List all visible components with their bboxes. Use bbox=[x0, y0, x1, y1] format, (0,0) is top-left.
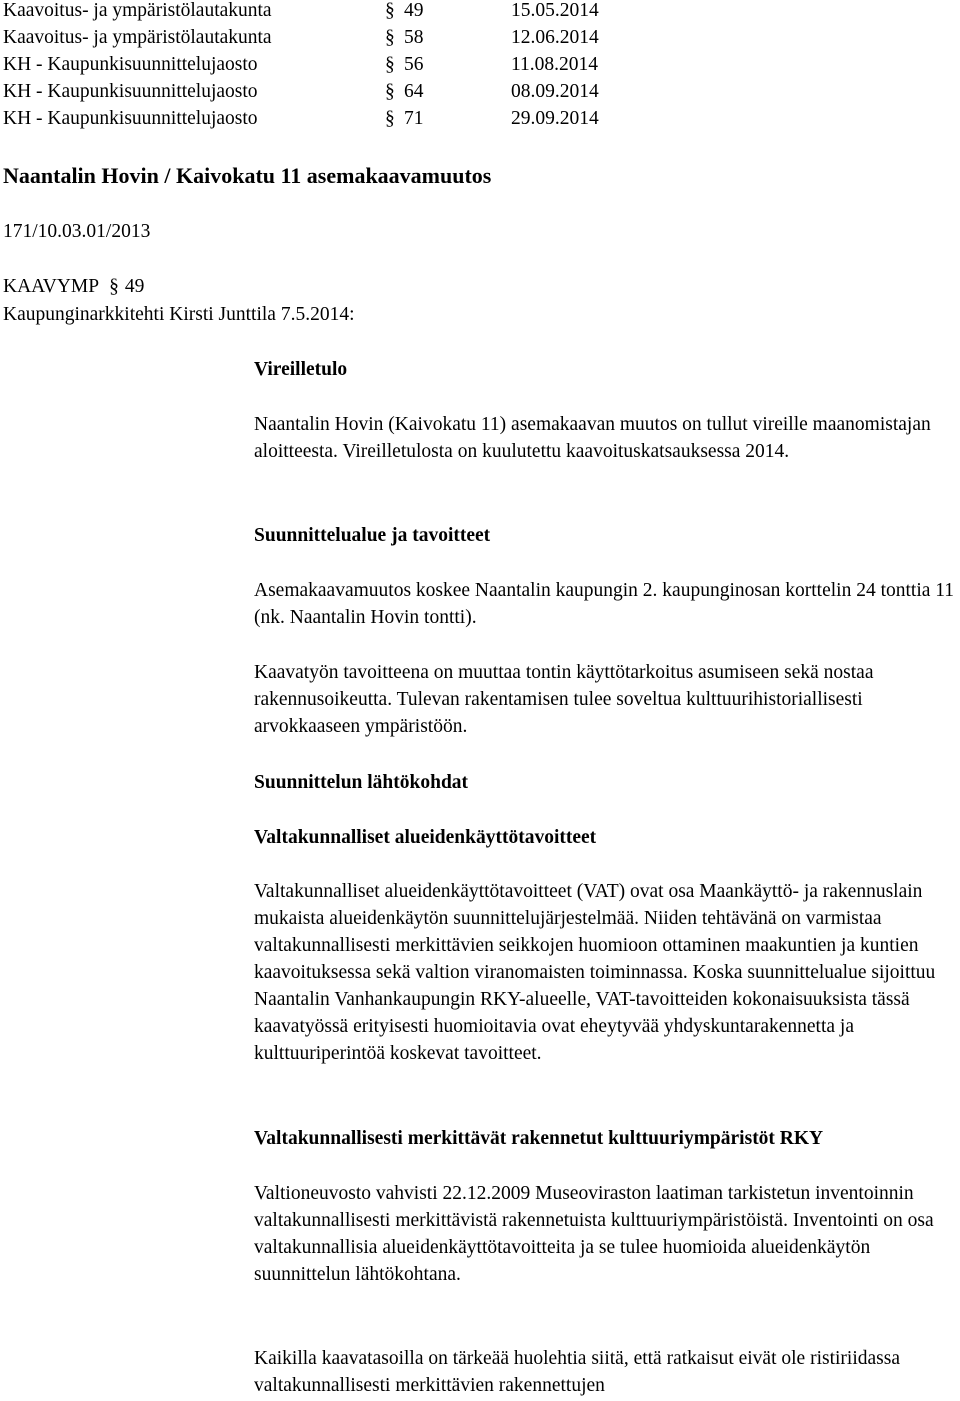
reference-label: KAAVYMP bbox=[3, 276, 100, 297]
history-body: KH - Kaupunkisuunnittelujaosto bbox=[3, 81, 258, 102]
history-date: 11.08.2014 bbox=[511, 54, 599, 75]
section-sign: § bbox=[385, 81, 395, 102]
history-number: 71 bbox=[404, 108, 424, 129]
reference-number: 49 bbox=[124, 276, 145, 297]
section-sign: § bbox=[385, 108, 395, 129]
section-heading: Vireilletulo bbox=[254, 359, 348, 380]
paragraph: Asemakaavamuutos koskee Naantalin kaupungin 2. kaupunginosan korttelin 24 tonttia 11 (nk. Naantalin Hovin tontti). bbox=[254, 580, 955, 628]
paragraph: Kaavatyön tavoitteena on muuttaa tontin käyttötarkoitus asumiseen sekä nostaa rakennusoikeutta. Tulevan rakentamisen tulee soveltua kulttuurihistoriallisesti arvokkaaseen ympäristöön. bbox=[254, 662, 874, 737]
paragraph: Kaikilla kaavatasoilla on tärkeää huolehtia siitä, että ratkaisut eivät ole ristiriidassa valtakunnallisesti merkittävien rakennettujen bbox=[254, 1348, 900, 1396]
history-body: Kaavoitus- ja ympäristölautakunta bbox=[3, 27, 272, 48]
section-sign: § bbox=[385, 54, 395, 75]
section-heading: Suunnittelualue ja tavoitteet bbox=[254, 525, 491, 546]
history-date: 29.09.2014 bbox=[511, 108, 599, 129]
history-body: KH - Kaupunkisuunnittelujaosto bbox=[3, 108, 258, 129]
paragraph: Valtioneuvosto vahvisti 22.12.2009 Museoviraston laatiman tarkistetun inventoinnin valtakunnallisesti merkittävistä rakennetuista kulttuuriympäristöistä. Inventointi on osa valtakunnallisia alueidenkäyttötavoitteita ja se tulee huomioida alueidenkäytön suunnittelun lähtökohtana. bbox=[254, 1183, 934, 1285]
section-heading: Suunnittelun lähtökohdat bbox=[254, 772, 469, 793]
history-body: Kaavoitus- ja ympäristölautakunta bbox=[3, 0, 272, 21]
history-date: 08.09.2014 bbox=[511, 81, 599, 102]
section-sign: § bbox=[109, 276, 119, 297]
section-sign: § bbox=[385, 27, 395, 48]
document-title: Naantalin Hovin / Kaivokatu 11 asemakaavamuutos bbox=[3, 163, 492, 188]
author-line: Kaupunginarkkitehti Kirsti Junttila 7.5.2014: bbox=[3, 304, 355, 325]
history-number: 58 bbox=[404, 27, 424, 48]
paragraph: Naantalin Hovin (Kaivokatu 11) asemakaavan muutos on tullut vireille maanomistajan aloitteesta. Vireilletulosta on kuulutettu kaavoituskatsauksessa 2014. bbox=[254, 414, 931, 462]
history-number: 56 bbox=[404, 54, 424, 75]
subsection-heading: Valtakunnalliset alueidenkäyttötavoitteet bbox=[254, 827, 597, 848]
history-number: 64 bbox=[404, 81, 424, 102]
subsection-heading: Valtakunnallisesti merkittävät rakennetut kulttuuriympäristöt RKY bbox=[254, 1128, 824, 1149]
history-date: 12.06.2014 bbox=[511, 27, 599, 48]
reference-line bbox=[3, 273, 144, 300]
diary-number: 171/10.03.01/2013 bbox=[3, 221, 151, 242]
history-body: KH - Kaupunkisuunnittelujaosto bbox=[3, 54, 258, 75]
history-date: 15.05.2014 bbox=[511, 0, 599, 21]
paragraph: Valtakunnalliset alueidenkäyttötavoitteet (VAT) ovat osa Maankäyttö- ja rakennuslain mukaista alueidenkäytön suunnittelujärjestelmää. Niiden tehtävänä on varmistaa valtakunnallisesti merkittävien seikkojen huomioon ottaminen maakuntien ja kuntien kaavoituksessa sekä valtion viranomaisten toiminnassa. Koska suunnittelualue sijoittuu Naantalin Vanhankaupungin RKY-alueelle, VAT-tavoitteiden kokonaisuuksista tässä kaavatyössä erityisesti huomioitavia ovat eheytyvää yhdyskuntarakennetta ja kulttuuriperintöä koskevat tavoitteet. bbox=[254, 881, 936, 1064]
history-number: 49 bbox=[404, 0, 424, 21]
section-sign: § bbox=[385, 0, 395, 21]
